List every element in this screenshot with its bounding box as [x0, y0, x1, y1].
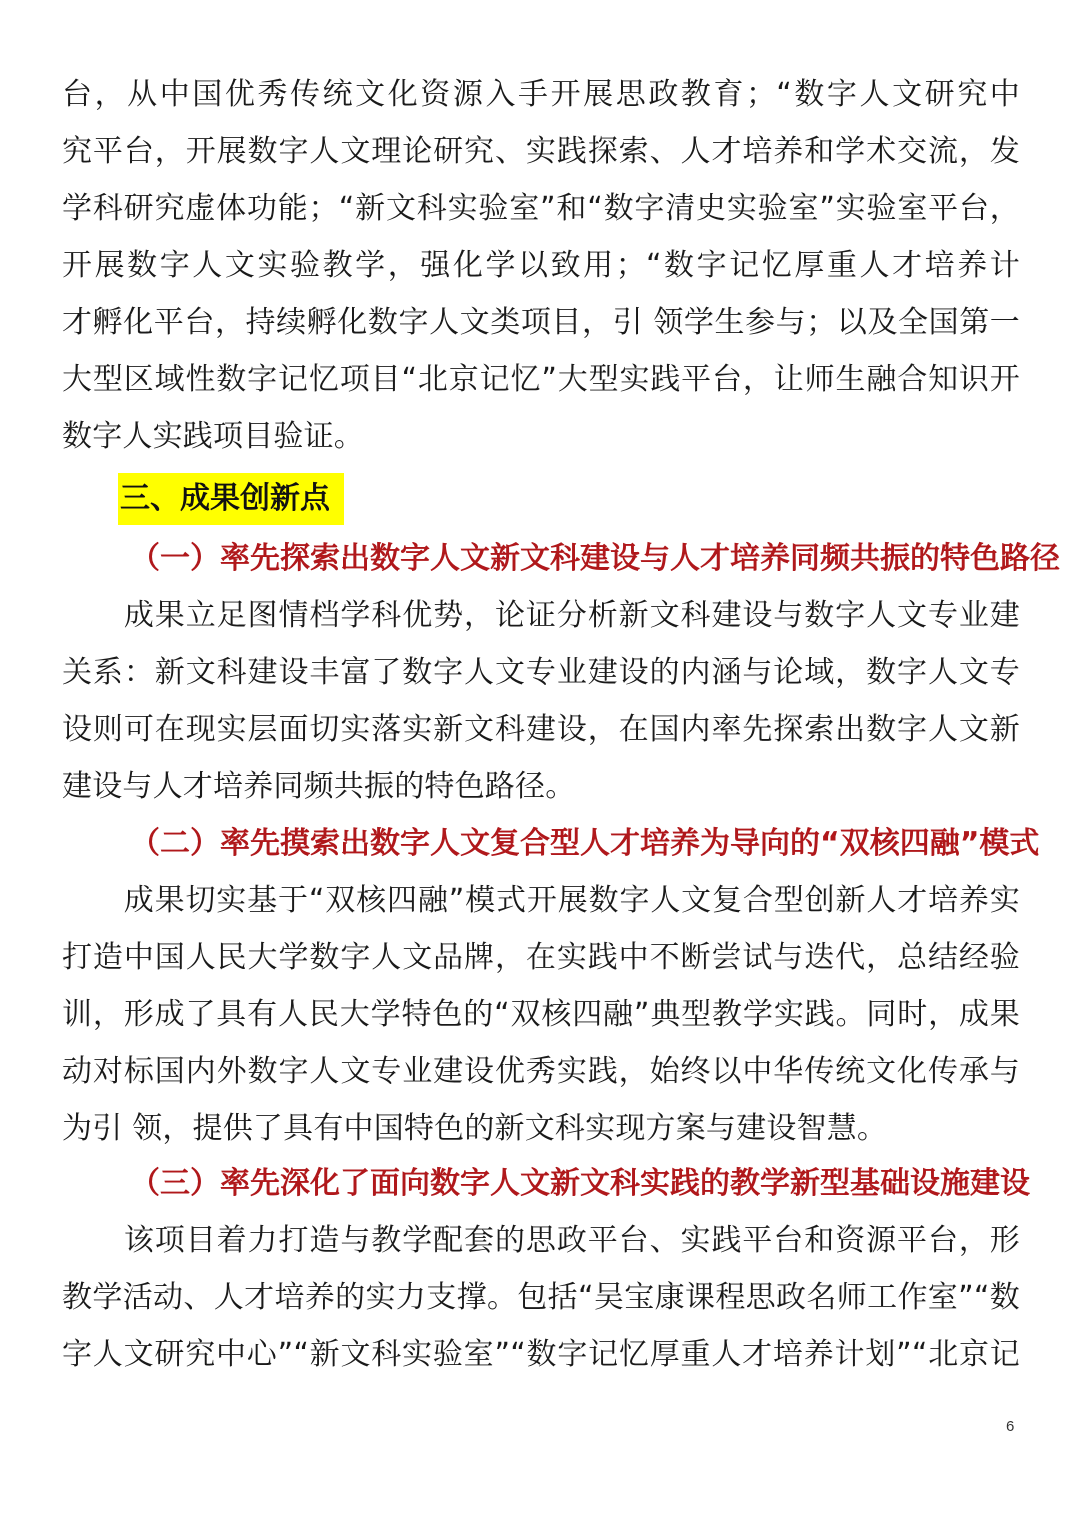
paragraph-line: 设则可在现实层面切实落实新文科建设，在国内率先探索出数字人文新: [62, 712, 1020, 747]
paragraph-line: 大型区域性数字记忆项目“北京记忆”大型实践平台，让师生融合知识开: [62, 362, 1020, 397]
paragraph-line: 数字人实践项目验证。: [62, 419, 364, 454]
paragraph-line: 成果切实基于“双核四融”模式开展数字人文复合型创新人才培养实: [123, 883, 1020, 918]
paragraph-line: 字人文研究中心”“新文科实验室”“数字记忆厚重人才培养计划”“北京记: [62, 1337, 1020, 1372]
page-number: 6: [1006, 1418, 1015, 1435]
paragraph-line: 学科研究虚体功能；“新文科实验室”和“数字清史实验室”实验室平台，: [62, 191, 1020, 226]
paragraph-line: 究平台，开展数字人文理论研究、实践探索、人才培养和学术交流，发: [62, 134, 1020, 169]
subsection-2-heading: （二）率先摸索出数字人文复合型人才培养为导向的“双核四融”模式: [130, 826, 1040, 861]
paragraph-line: 开展数字人文实验教学，强化学以致用；“数字记忆厚重人才培养计: [62, 248, 1020, 283]
paragraph-line: 打造中国人民大学数字人文品牌，在实践中不断尝试与迭代，总结经验: [62, 940, 1020, 975]
paragraph-line: 台，从中国优秀传统文化资源入手开展思政教育；“数字人文研究中: [62, 77, 1020, 112]
paragraph-line: 建设与人才培养同频共振的特色路径。: [62, 769, 576, 804]
paragraph-line: 为引 领，提供了具有中国特色的新文科实现方案与建设智慧。: [62, 1111, 888, 1146]
paragraph-line: 该项目着力打造与教学配套的思政平台、实践平台和资源平台，形: [123, 1223, 1020, 1258]
paragraph-top: [62, 66, 1020, 465]
paragraph-line: 才孵化平台，持续孵化数字人文类项目，引 领学生参与；以及全国第一: [62, 305, 1020, 340]
paragraph-line: 教学活动、人才培养的实力支撑。包括“吴宝康课程思政名师工作室”“数: [62, 1280, 1020, 1315]
paragraph-line: 成果立足图情档学科优势，论证分析新文科建设与数字人文专业建: [123, 598, 1020, 633]
subsection-3-heading: （三）率先深化了面向数字人文新文科实践的教学新型基础设施建设: [130, 1166, 1030, 1201]
subsection-2-body: [62, 872, 1020, 1157]
subsection-3-body: [62, 1212, 1020, 1383]
subsection-1-body: [62, 587, 1020, 815]
subsection-1-heading: （一）率先探索出数字人文新文科建设与人才培养同频共振的特色路径: [130, 541, 1060, 576]
section-heading: 三、成果创新点: [118, 473, 344, 525]
paragraph-line: 动对标国内外数字人文专业建设优秀实践，始终以中华传统文化传承与: [62, 1054, 1020, 1089]
paragraph-line: 关系：新文科建设丰富了数字人文专业建设的内涵与论域，数字人文专: [62, 655, 1020, 690]
paragraph-line: 训，形成了具有人民大学特色的“双核四融”典型教学实践。同时，成果: [62, 997, 1020, 1032]
